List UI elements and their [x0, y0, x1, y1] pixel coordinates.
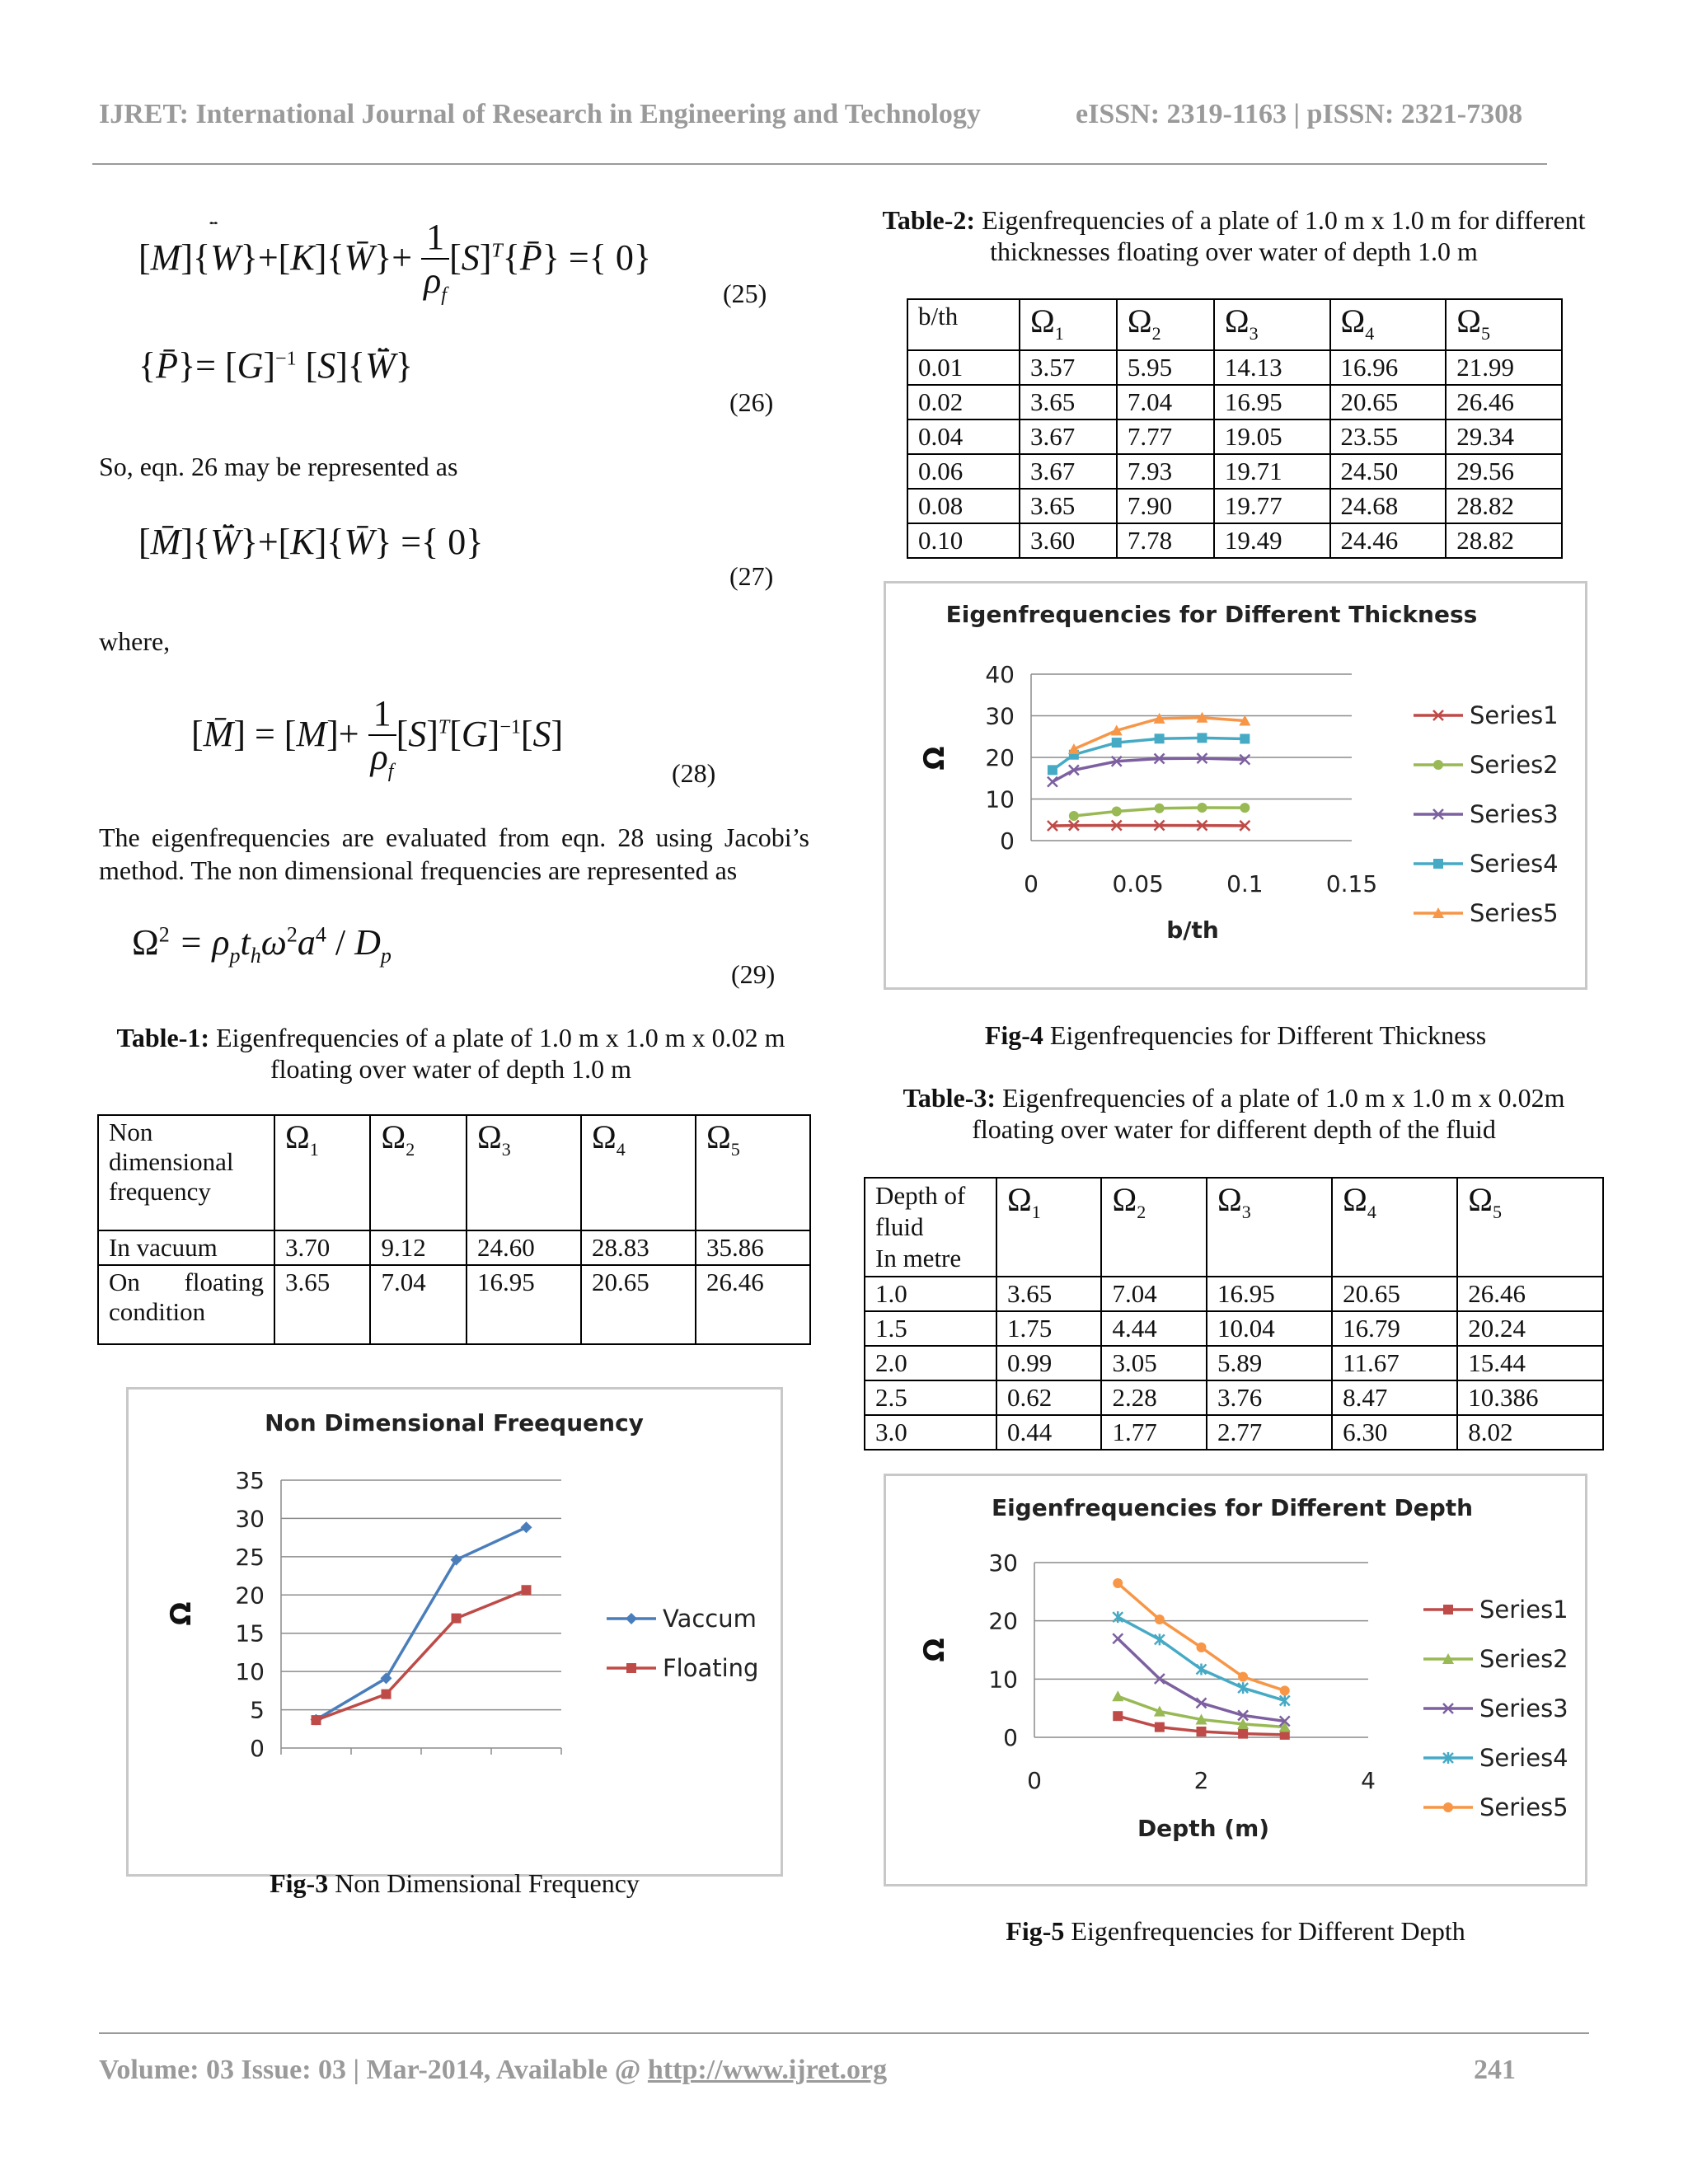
- omega-3-header: $\Omega_3$: [1207, 1178, 1332, 1277]
- data-point: [1197, 1727, 1207, 1736]
- omega-1-header: $\Omega_1$: [996, 1178, 1101, 1277]
- omega-5-header: $\Omega_5$: [696, 1115, 810, 1230]
- cell: 5.95: [1117, 350, 1214, 385]
- cell: 16.96: [1330, 350, 1447, 385]
- data-point: [1197, 803, 1207, 813]
- y-tick-label: 0: [1003, 1724, 1018, 1751]
- cell: 23.55: [1330, 419, 1447, 454]
- y-tick-label: 0: [1000, 827, 1015, 855]
- eq25-number: (25): [723, 279, 767, 308]
- y-tick-label: 0: [250, 1735, 265, 1762]
- series-line-series1: [1053, 825, 1245, 826]
- cell: 0.99: [996, 1346, 1101, 1380]
- legend-marker: [626, 1613, 637, 1624]
- cell: 3.65: [1020, 385, 1117, 419]
- y-tick-label: 30: [988, 1549, 1018, 1577]
- text-so-eqn: So, eqn. 26 may be represented as: [99, 452, 458, 481]
- cell: 5.89: [1207, 1346, 1332, 1380]
- row-label: 3.0: [865, 1415, 996, 1450]
- cell: 11.67: [1332, 1346, 1457, 1380]
- cell: 3.05: [1101, 1346, 1206, 1380]
- legend-label: Series5: [1479, 1793, 1568, 1821]
- omega-1-header: $\Omega_1$: [274, 1115, 370, 1230]
- cell: 1.75: [996, 1311, 1101, 1346]
- eq29-number: (29): [731, 959, 776, 989]
- cell: 9.12: [370, 1230, 466, 1265]
- legend-marker: [1433, 859, 1443, 869]
- cell: 16.79: [1332, 1311, 1457, 1346]
- cell: 19.71: [1214, 454, 1330, 489]
- table-row: [907, 419, 1562, 454]
- y-tick-label: 30: [235, 1505, 265, 1533]
- data-point: [312, 1715, 321, 1725]
- data-point: [522, 1585, 532, 1595]
- page-number: 241: [1474, 2055, 1516, 2085]
- cell: 3.60: [1020, 523, 1117, 558]
- data-point: [1280, 1685, 1290, 1695]
- y-tick-label: 30: [985, 702, 1015, 730]
- table-row: [98, 1230, 810, 1265]
- table3-caption-label: Table-3:: [903, 1083, 996, 1113]
- cell: 8.47: [1332, 1380, 1457, 1415]
- table-row: [98, 1265, 810, 1344]
- data-point: [1197, 1643, 1207, 1652]
- y-tick-label: 20: [988, 1607, 1018, 1635]
- series-line-series3: [1053, 758, 1245, 781]
- data-point: [382, 1690, 392, 1699]
- omega-3-header: $\Omega_3$: [1214, 299, 1330, 350]
- legend-label: Series4: [1470, 850, 1559, 878]
- data-point: [1069, 811, 1079, 821]
- row-label: 0.02: [907, 385, 1020, 419]
- cell: 20.65: [581, 1265, 696, 1344]
- cell: 7.04: [370, 1265, 466, 1344]
- omega-2-header: $\Omega_2$: [1101, 1178, 1206, 1277]
- cell: 28.83: [581, 1230, 696, 1265]
- legend-label: Series1: [1470, 701, 1559, 729]
- legend-label: Series3: [1470, 800, 1559, 828]
- table1-caption-label: Table-1:: [116, 1023, 210, 1052]
- omega-4-header: $\Omega_4$: [1330, 299, 1447, 350]
- table1-caption-text: Eigenfrequencies of a plate of 1.0 m x 1.0 m x 0.02 m floating over water of depth 1.0 m: [209, 1023, 785, 1084]
- legend-label: Series2: [1470, 751, 1559, 779]
- y-tick-label: 20: [235, 1582, 265, 1610]
- cell: 24.68: [1330, 489, 1447, 523]
- cell: 3.65: [996, 1277, 1101, 1311]
- cell: 20.65: [1332, 1277, 1457, 1311]
- cell: 0.62: [996, 1380, 1101, 1415]
- fig5-caption-text: Eigenfrequencies for Different Depth: [1064, 1916, 1465, 1946]
- cell: 6.30: [1332, 1415, 1457, 1450]
- fig3-chart: [126, 1387, 783, 1877]
- x-tick-label: 0.05: [1112, 870, 1164, 898]
- table1-header-label: Non dimensional frequency: [98, 1115, 274, 1230]
- table-row: [865, 1277, 1603, 1311]
- row-label: On floating condition: [98, 1265, 274, 1344]
- omega-2-header: $\Omega_2$: [370, 1115, 466, 1230]
- data-point: [521, 1521, 532, 1533]
- cell: 14.13: [1214, 350, 1330, 385]
- omega-5-header: $\Omega_5$: [1457, 1178, 1603, 1277]
- x-tick-label: 0: [1024, 870, 1039, 898]
- cell: 3.67: [1020, 419, 1117, 454]
- cell: 26.46: [1457, 1277, 1603, 1311]
- data-point: [1155, 733, 1165, 743]
- data-point: [1238, 1729, 1248, 1739]
- y-tick-label: 35: [235, 1467, 265, 1494]
- cell: 19.49: [1214, 523, 1330, 558]
- cell: 3.76: [1207, 1380, 1332, 1415]
- cell: 7.04: [1117, 385, 1214, 419]
- footer-rule: [99, 2032, 1589, 2034]
- fig4-chart: [884, 581, 1587, 990]
- chart-title: Eigenfrequencies for Different Thickness: [945, 601, 1478, 628]
- row-label: 0.06: [907, 454, 1020, 489]
- data-point: [1113, 1611, 1123, 1623]
- y-axis-label: Ω: [918, 1638, 951, 1662]
- fig4-caption-label: Fig-4: [984, 1020, 1043, 1050]
- legend-label: Series1: [1479, 1596, 1568, 1624]
- table3: [864, 1177, 1604, 1451]
- cell: 3.65: [1020, 489, 1117, 523]
- text-where: where,: [99, 626, 171, 656]
- cell: 35.86: [696, 1230, 810, 1265]
- table1: [97, 1114, 811, 1345]
- x-axis-label: b/th: [1166, 916, 1219, 944]
- fig3-caption-text: Non Dimensional Frequency: [328, 1868, 640, 1898]
- legend-label: Floating: [663, 1654, 759, 1682]
- data-point: [1112, 806, 1122, 816]
- row-label: 2.5: [865, 1380, 996, 1415]
- cell: 10.04: [1207, 1311, 1332, 1346]
- cell: 26.46: [1446, 385, 1562, 419]
- series-line-series4: [1053, 738, 1245, 770]
- y-tick-label: 10: [985, 785, 1015, 813]
- x-tick-label: 0.15: [1325, 870, 1378, 898]
- cell: 26.46: [696, 1265, 810, 1344]
- y-tick-label: 20: [985, 744, 1015, 771]
- row-label: 1.5: [865, 1311, 996, 1346]
- legend-label: Vaccum: [663, 1605, 757, 1633]
- cell: 16.95: [467, 1265, 581, 1344]
- legend-marker: [1443, 1802, 1453, 1812]
- header-rule: [92, 163, 1547, 165]
- table-row: [907, 523, 1562, 558]
- table3-header-label: Depth of fluid In metre: [865, 1178, 996, 1277]
- data-point: [1113, 1711, 1123, 1721]
- x-axis-label: Depth (m): [1137, 1815, 1270, 1842]
- table-row: [865, 1346, 1603, 1380]
- y-axis-label: Ω: [918, 746, 951, 771]
- fig5-chart: [884, 1474, 1587, 1886]
- y-tick-label: 40: [985, 661, 1015, 688]
- cell: 24.46: [1330, 523, 1447, 558]
- omega-1-header: $\Omega_1$: [1020, 299, 1117, 350]
- row-label: 2.0: [865, 1346, 996, 1380]
- cell: 24.60: [467, 1230, 581, 1265]
- cell: 4.44: [1101, 1311, 1206, 1346]
- eq27-number: (27): [729, 561, 774, 591]
- data-point: [1155, 1633, 1165, 1645]
- cell: 7.77: [1117, 419, 1214, 454]
- cell: 2.77: [1207, 1415, 1332, 1450]
- cell: 28.82: [1446, 523, 1562, 558]
- cell: 24.50: [1330, 454, 1447, 489]
- cell: 19.77: [1214, 489, 1330, 523]
- cell: 7.04: [1101, 1277, 1206, 1311]
- data-point: [1197, 733, 1207, 743]
- table2-caption-text: Eigenfrequencies of a plate of 1.0 m x 1.0 m for different thicknesses floating over water of depth 1.0 m: [975, 205, 1586, 266]
- table1-caption: [92, 1022, 809, 1085]
- cell: 8.02: [1457, 1415, 1603, 1450]
- table2-header-label: b/th: [907, 299, 1020, 350]
- equation-26: {P̄}= $[G]^{-1}$ [S]{W̄̈}: [138, 345, 413, 386]
- table2-caption-label: Table-2:: [882, 205, 976, 235]
- legend-label: Series3: [1479, 1694, 1568, 1722]
- legend-label: Series4: [1479, 1744, 1568, 1772]
- x-tick-label: 2: [1193, 1767, 1209, 1794]
- row-label: 0.10: [907, 523, 1020, 558]
- issn: eISSN: 2319-1163 | pISSN: 2321-7308: [1076, 99, 1523, 129]
- fig3-caption: [126, 1868, 783, 1899]
- cell: 28.82: [1446, 489, 1562, 523]
- chart-title: Eigenfrequencies for Different Depth: [991, 1494, 1474, 1521]
- y-axis-label: Ω: [165, 1601, 198, 1626]
- eq28-number: (28): [672, 758, 716, 788]
- table-row: [865, 1311, 1603, 1346]
- y-tick-label: 10: [988, 1666, 1018, 1694]
- table-row: [907, 489, 1562, 523]
- cell: 10.386: [1457, 1380, 1603, 1415]
- table-row: [865, 1415, 1603, 1450]
- y-tick-label: 15: [235, 1619, 265, 1647]
- cell: 29.56: [1446, 454, 1562, 489]
- cell: 3.65: [274, 1265, 370, 1344]
- cell: 0.44: [996, 1415, 1101, 1450]
- cell: 3.70: [274, 1230, 370, 1265]
- legend-label: Series5: [1470, 899, 1559, 927]
- cell: 15.44: [1457, 1346, 1603, 1380]
- series-line-series4: [1118, 1617, 1285, 1700]
- cell: 21.99: [1446, 350, 1562, 385]
- data-point: [1113, 1578, 1123, 1588]
- cell: 7.93: [1117, 454, 1214, 489]
- fig4-caption: [884, 1019, 1587, 1051]
- table2: [907, 298, 1563, 559]
- cell: 3.57: [1020, 350, 1117, 385]
- y-tick-label: 25: [235, 1543, 265, 1571]
- data-point: [1240, 733, 1250, 743]
- journal-title: IJRET: International Journal of Research in Engineering and Technology: [99, 99, 981, 129]
- table3-caption-text: Eigenfrequencies of a plate of 1.0 m x 1.0 m x 0.02m floating over water for different depth of the fluid: [972, 1083, 1565, 1144]
- cell: 7.90: [1117, 489, 1214, 523]
- data-point: [1155, 1615, 1165, 1624]
- cell: 19.05: [1214, 419, 1330, 454]
- data-point: [1112, 1690, 1123, 1701]
- omega-4-header: $\Omega_4$: [581, 1115, 696, 1230]
- data-point: [452, 1614, 462, 1624]
- table-row: [907, 454, 1562, 489]
- legend-label: Series2: [1479, 1645, 1568, 1673]
- cell: 3.67: [1020, 454, 1117, 489]
- footer-link[interactable]: http://www.ijret.org: [647, 2055, 888, 2085]
- data-point: [1155, 1722, 1165, 1732]
- equation-29: $\Omega^2 = \rho_pt_h\omega^2a^4 / D_p$: [132, 922, 392, 968]
- legend-marker: [1433, 760, 1443, 770]
- footer-volume: [99, 2055, 887, 2086]
- table2-caption: [875, 204, 1592, 267]
- table-row: [907, 385, 1562, 419]
- cell: 2.28: [1101, 1380, 1206, 1415]
- x-tick-label: 0: [1027, 1767, 1042, 1794]
- omega-4-header: $\Omega_4$: [1332, 1178, 1457, 1277]
- cell: 20.24: [1457, 1311, 1603, 1346]
- data-point: [1240, 803, 1250, 813]
- cell: 7.78: [1117, 523, 1214, 558]
- omega-2-header: $\Omega_2$: [1117, 299, 1214, 350]
- x-tick-label: 0.1: [1226, 870, 1264, 898]
- data-point: [1048, 765, 1057, 775]
- cell: 1.77: [1101, 1415, 1206, 1450]
- data-point: [1113, 1633, 1123, 1643]
- data-point: [1238, 1672, 1248, 1682]
- paragraph-jacobi: The eigenfrequencies are evaluated from eqn. 28 using Jacobi’s method. The non dimensional frequencies are represented as: [99, 823, 809, 885]
- fig5-caption-label: Fig-5: [1006, 1916, 1065, 1946]
- row-label: 1.0: [865, 1277, 996, 1311]
- x-tick-label: 4: [1361, 1767, 1376, 1794]
- legend-marker: [1443, 1605, 1453, 1615]
- chart-title: Non Dimensional Freequency: [265, 1409, 644, 1436]
- y-tick-label: 10: [235, 1658, 265, 1686]
- row-label: 0.08: [907, 489, 1020, 523]
- legend-marker: [626, 1663, 636, 1673]
- data-point: [1112, 738, 1122, 748]
- equation-28: [M̄] = [M]+ $\frac{1}{\rho_f}$ $[S]^T[G]^{-1}[S]$: [191, 693, 564, 782]
- footer-volume-text: Volume: 03 Issue: 03 | Mar-2014, Available @: [99, 2055, 648, 2085]
- fig4-caption-text: Eigenfrequencies for Different Thickness: [1043, 1020, 1487, 1050]
- row-label: 0.01: [907, 350, 1020, 385]
- cell: 29.34: [1446, 419, 1562, 454]
- data-point: [1048, 777, 1057, 787]
- cell: 20.65: [1330, 385, 1447, 419]
- cell: 16.95: [1214, 385, 1330, 419]
- row-label: In vacuum: [98, 1230, 274, 1265]
- table-row: [865, 1380, 1603, 1415]
- table3-caption: [875, 1082, 1592, 1145]
- equation-27: [M̄]{W̄̈}+[K]{W̄} ={ 0}: [138, 522, 484, 562]
- cell: 16.95: [1207, 1277, 1332, 1311]
- omega-3-header: $\Omega_3$: [467, 1115, 581, 1230]
- omega-5-header: $\Omega_5$: [1446, 299, 1562, 350]
- y-tick-label: 5: [250, 1696, 265, 1724]
- equation-25: [M]{W }+[K]{W̄}+ $\frac{1}{\rho_f}$ $[S]^T\{P̄\}$ ={ 0}: [138, 217, 651, 306]
- data-point: [1155, 804, 1165, 813]
- fig3-caption-label: Fig-3: [270, 1868, 329, 1898]
- eq26-number: (26): [729, 387, 774, 417]
- fig5-caption: [884, 1915, 1587, 1947]
- row-label: 0.04: [907, 419, 1020, 454]
- table-row: [907, 350, 1562, 385]
